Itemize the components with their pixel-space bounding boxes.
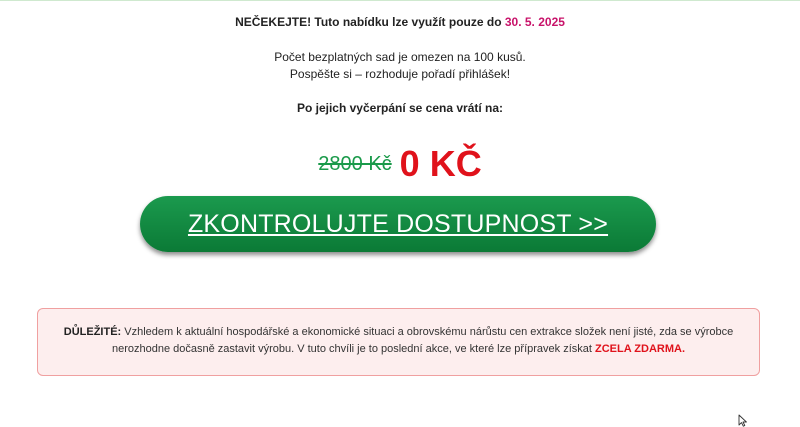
new-price: 0 KČ (399, 143, 482, 184)
important-notice-box (37, 308, 760, 376)
mouse-pointer-icon (738, 414, 748, 427)
important-label: DŮLEŽITÉ: (63, 326, 122, 338)
check-availability-button[interactable] (140, 196, 656, 252)
availability-line-2: Pospěšte si – rozhoduje pořadí přihlášek! (289, 67, 511, 81)
notice-text: NEČEKEJTE! Tuto nabídku lze využít pouze do (235, 15, 505, 29)
free-highlight: ZCELA ZDARMA. (595, 343, 686, 355)
availability-line-1: Počet bezplatných sad je omezen na 100 kusů. (274, 50, 526, 64)
old-price: 2800 Kč (318, 152, 392, 175)
availability-info (0, 49, 800, 83)
offer-deadline-notice (0, 15, 800, 29)
important-text: Vzhledem k aktuální hospodářské a ekonomické situaci a obrovskému nárůstu cen extrakce složek není jisté, zda se výrobce nerozhodne dočasně zastavit výrobu. V tuto chvíli je to poslední akce, ve které lze přípravek získat (111, 326, 734, 355)
price-block (0, 143, 800, 185)
check-availability-label: ZKONTROLUJTE DOSTUPNOST >> (187, 209, 609, 238)
price-after-text: Po jejich vyčerpání se cena vrátí na: (296, 101, 504, 115)
offer-deadline-date: 30. 5. 2025 (504, 15, 565, 29)
